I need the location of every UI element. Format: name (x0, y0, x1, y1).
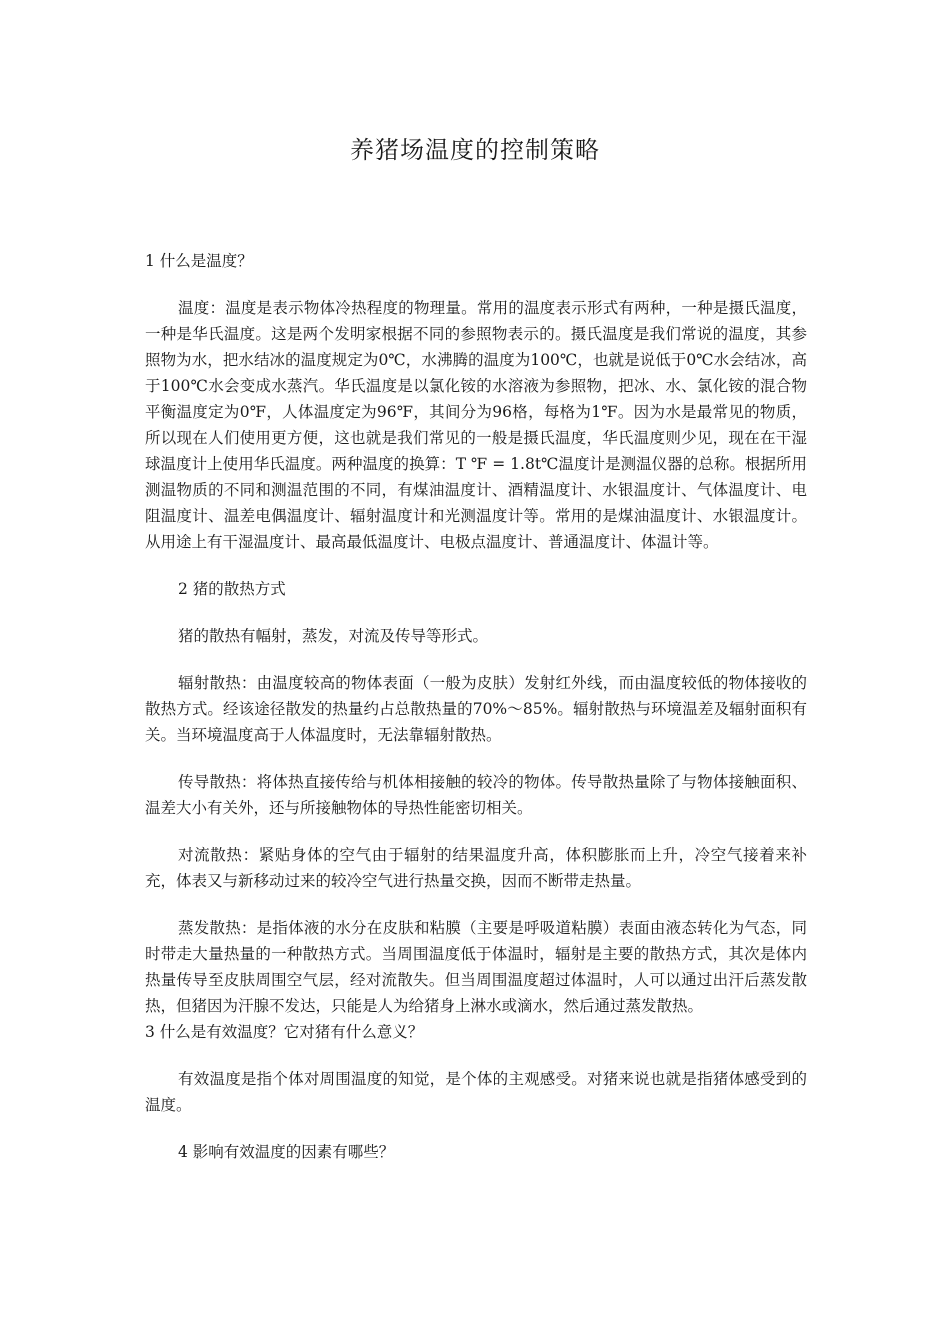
heading-effective-temperature-factors: 4 影响有效温度的因素有哪些？ (178, 1143, 395, 1161)
document-body (145, 248, 807, 1165)
paragraph-convection: 对流散热：紧贴身体的空气由于辐射的结果温度升高，体积膨胀而上升，冷空气接着来补充，体表又与新移动过来的较冷空气进行热量交换，因而不断带走热量。 (145, 846, 807, 890)
paragraph-effective-temperature: 有效温度是指个体对周围温度的知觉，是个体的主观感受。对猪来说也就是指猪体感受到的温度。 (145, 1070, 807, 1114)
heading-effective-temperature: 3 什么是有效温度？它对猪有什么意义？ (145, 1023, 424, 1041)
heading-pig-heat-dissipation: 2 猪的散热方式 (178, 580, 286, 598)
paragraph-temperature-definition: 温度：温度是表示物体冷热程度的物理量。常用的温度表示形式有两种，一种是摄氏温度，一种是华氏温度。这是两个发明家根据不同的参照物表示的。摄氏温度是我们常说的温度，其参照物为水，把水结冰的温度规定为0℃，水沸腾的温度为100℃，也就是说低于0℃水会结冰，高于100℃水会变成水蒸汽。华氏温度是以氯化铵的水溶液为参照物，把冰、水、氯化铵的混合物平衡温度定为0℉，人体温度定为96℉，其间分为96格，每格为1℉。因为水是最常见的物质，所以现在人们使用更方便，这也就是我们常见的一般是摄氏温度，华氏温度则少见，现在在干湿球温度计上使用华氏温度。两种温度的换算：T ℉ = 1.8t℃温度计是测温仪器的总称。根据所用测温物质的不同和测温范围的不同，有煤油温度计、酒精温度计、水银温度计、气体温度计、电阻温度计、温差电偶温度计、辐射温度计和光测温度计等。常用的是煤油温度计、水银温度计。从用途上有干湿温度计、最高最低温度计、电极点温度计、普通温度计、体温计等。 (145, 299, 807, 551)
heading-what-is-temperature: 1 什么是温度？ (145, 252, 253, 270)
paragraph-conduction: 传导散热：将体热直接传给与机体相接触的较冷的物体。传导散热量除了与物体接触面积、温差大小有关外，还与所接触物体的导热性能密切相关。 (145, 773, 807, 817)
paragraph-radiation: 辐射散热：由温度较高的物体表面（一般为皮肤）发射红外线，而由温度较低的物体接收的散热方式。经该途径散发的热量约占总散热量的70%～85%。辐射散热与环境温差及辐射面积有关。当环境温度高于人体温度时，无法靠辐射散热。 (145, 674, 807, 744)
paragraph-evaporation: 蒸发散热：是指体液的水分在皮肤和粘膜（主要是呼吸道粘膜）表面由液态转化为气态，同时带走大量热量的一种散热方式。当周围温度低于体温时，辐射是主要的散热方式，其次是体内热量传导至皮肤周围空气层，经对流散失。但当周围温度超过体温时，人可以通过出汗后蒸发散热，但猪因为汗腺不发达，只能是人为给猪身上淋水或滴水，然后通过蒸发散热。 (145, 919, 807, 1015)
paragraph-heat-dissipation-forms: 猪的散热有幅射，蒸发，对流及传导等形式。 (178, 627, 489, 645)
document-title: 养猪场温度的控制策略 (350, 136, 600, 164)
